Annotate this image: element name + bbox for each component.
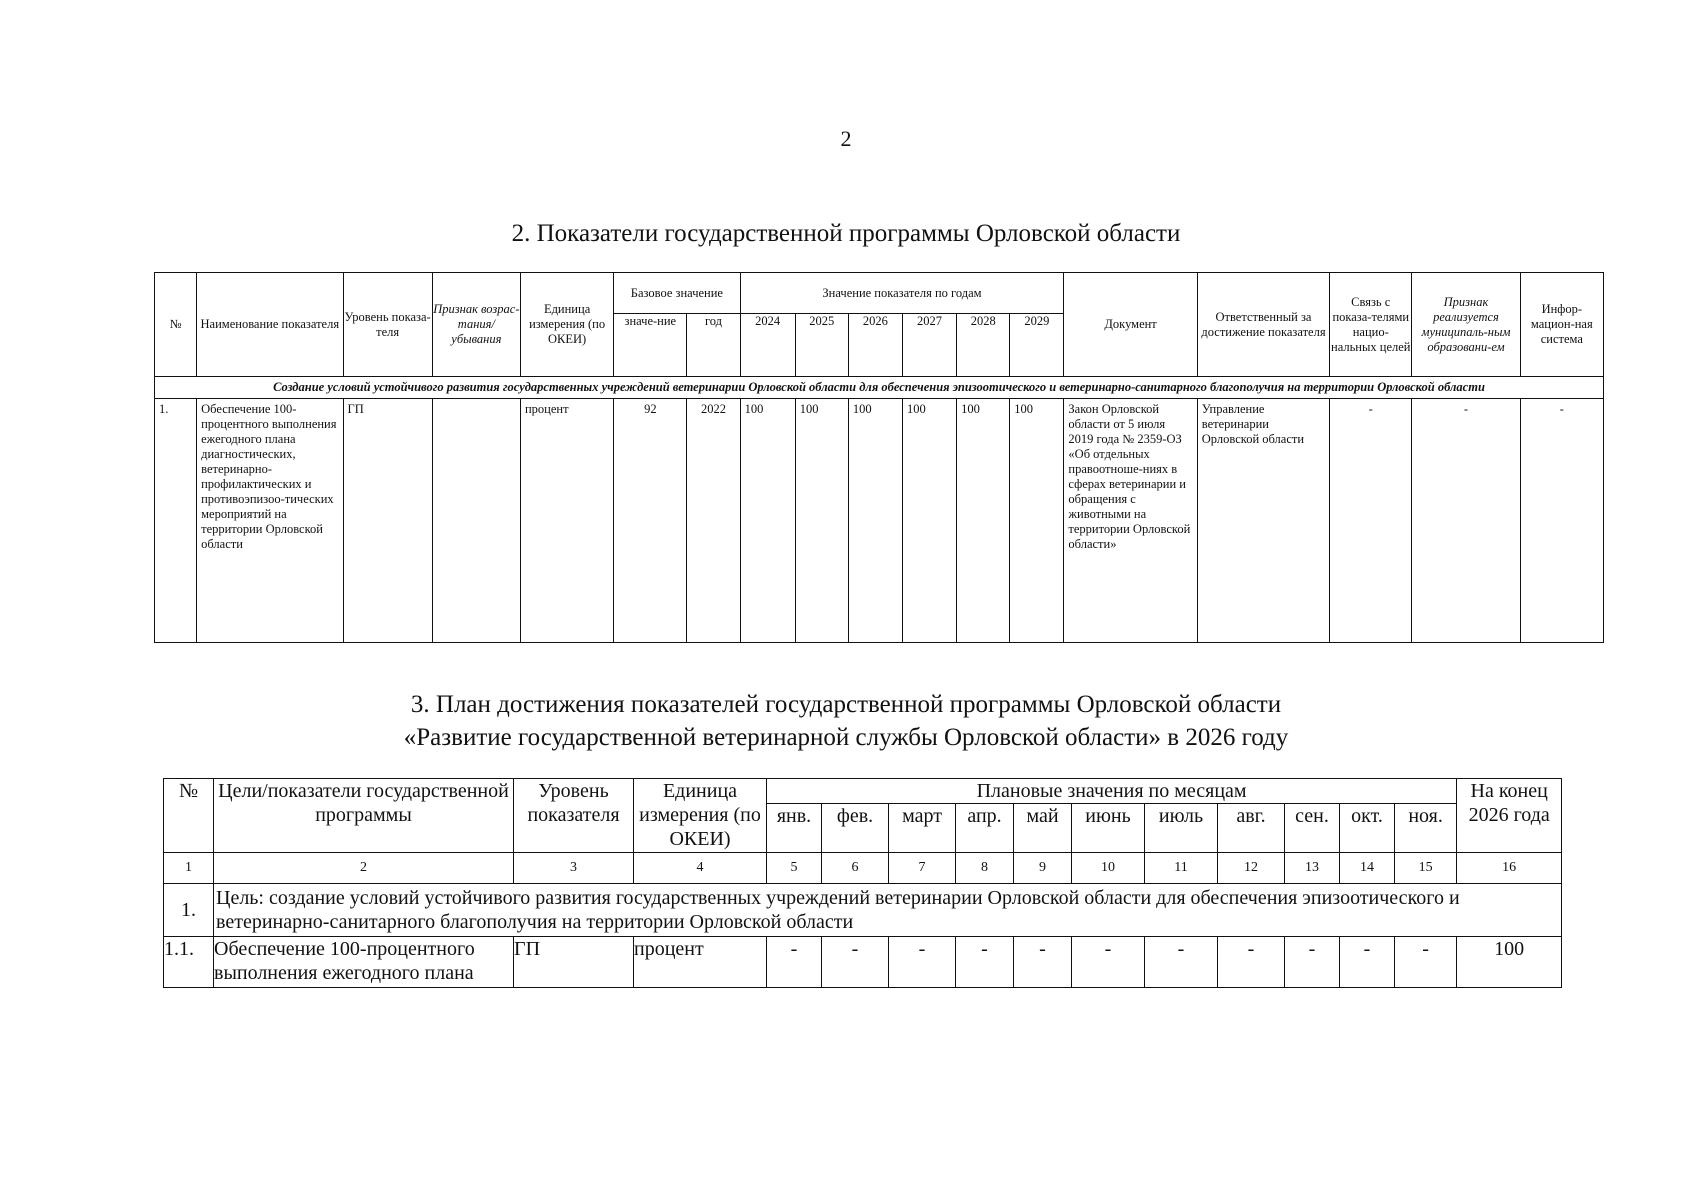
item-year-end: 100	[1457, 937, 1562, 988]
section3-title	[0, 688, 1692, 754]
col-municipal-header: Признак реализуется муниципаль-ным образовани-ем	[1412, 273, 1520, 377]
column-number: 3	[514, 853, 634, 884]
section-row	[155, 377, 1604, 399]
month-header: авг.	[1218, 804, 1285, 853]
row-year-value: 100	[848, 399, 902, 643]
row-document: Закон Орловской области от 5 июля 2019 года № 2359-ОЗ «Об отдельных правоотноше-ниях в сферах ветеринарии и обращения с животными на территории Орловской области»	[1064, 399, 1197, 643]
row-municipal: -	[1412, 399, 1520, 643]
col-unit-header: Единица измерения (по ОКЕИ)	[634, 779, 767, 853]
col-base-header: Базовое значение	[614, 273, 740, 314]
row-year-value: 100	[957, 399, 1010, 643]
item-month-value: -	[1285, 937, 1340, 988]
item-month-value: -	[767, 937, 822, 988]
section-row-text: Создание условий устойчивого развития государственных учреждений ветеринарии Орловской области для обеспечения эпизоотического и ветеринарно-санитарного благополучия на территории Орловской области	[155, 377, 1604, 399]
item-no: 1.1.	[164, 937, 214, 988]
month-header: ноя.	[1395, 804, 1457, 853]
row-info-system: -	[1520, 399, 1603, 643]
col-level-header: Уровень показа-теля	[343, 273, 432, 377]
col-year-end-header: На конец 2026 года	[1457, 779, 1562, 853]
header-row	[164, 779, 1562, 804]
goal-row	[164, 884, 1562, 937]
row-base-value: 92	[614, 399, 687, 643]
column-number: 1	[164, 853, 214, 884]
row-national-goals: -	[1330, 399, 1412, 643]
year-header: 2026	[848, 314, 902, 377]
col-document-header: Документ	[1064, 273, 1197, 377]
row-year-value: 100	[795, 399, 848, 643]
col-base-year-header: год	[687, 314, 740, 377]
page-number: 2	[840, 126, 852, 151]
col-responsible-header: Ответственный за достижение показателя	[1197, 273, 1329, 377]
table-row	[164, 937, 1562, 988]
col-goals-header: Цели/показатели государственной программы	[214, 779, 514, 853]
month-header: янв.	[767, 804, 822, 853]
item-name: Обеспечение 100-процентного выполнения ежегодного плана	[214, 937, 514, 988]
col-name-header: Наименование показателя	[197, 273, 343, 377]
column-number: 9	[1014, 853, 1072, 884]
year-header: 2029	[1010, 314, 1064, 377]
col-info-system-header: Инфор-мацион-ная система	[1520, 273, 1603, 377]
col-years-header: Значение показателя по годам	[740, 273, 1064, 314]
section3-title-line1: 3. План достижения показателей государственной программы Орловской области	[410, 691, 1282, 718]
col-no-header: №	[164, 779, 214, 853]
column-number: 12	[1218, 853, 1285, 884]
column-number: 8	[956, 853, 1014, 884]
month-header: сен.	[1285, 804, 1340, 853]
month-header: март	[889, 804, 956, 853]
indicators-table	[154, 272, 1604, 643]
column-number: 11	[1145, 853, 1218, 884]
row-level: ГП	[343, 399, 432, 643]
column-numbers-row	[164, 853, 1562, 884]
row-responsible: Управление ветеринарии Орловской области	[1197, 399, 1329, 643]
column-number: 13	[1285, 853, 1340, 884]
row-unit: процент	[520, 399, 613, 643]
row-name: Обеспечение 100-процентного выполнения ежегодного плана диагностических, ветеринарно-профилактических и противоэпизоо-тических мероприятий на территории Орловской области	[197, 399, 343, 643]
column-number: 10	[1072, 853, 1145, 884]
header-row	[155, 273, 1604, 314]
column-number: 16	[1457, 853, 1562, 884]
row-year-value: 100	[1010, 399, 1064, 643]
column-number: 7	[889, 853, 956, 884]
month-header: апр.	[956, 804, 1014, 853]
col-monthly-header: Плановые значения по месяцам	[767, 779, 1457, 804]
goal-no: 1.	[164, 884, 214, 937]
column-number: 15	[1395, 853, 1457, 884]
month-header: июль	[1145, 804, 1218, 853]
column-number: 14	[1340, 853, 1395, 884]
col-no-header: №	[155, 273, 197, 377]
month-header: окт.	[1340, 804, 1395, 853]
year-header: 2024	[740, 314, 795, 377]
item-month-value: -	[822, 937, 889, 988]
item-month-value: -	[1395, 937, 1457, 988]
item-month-value: -	[889, 937, 956, 988]
item-month-value: -	[1218, 937, 1285, 988]
row-no: 1.	[155, 399, 197, 643]
column-number: 4	[634, 853, 767, 884]
col-national-goals-header: Связь с показа-телями нацио-нальных целей	[1330, 273, 1412, 377]
item-level: ГП	[514, 937, 634, 988]
col-base-value-header: значе-ние	[614, 314, 687, 377]
item-month-value: -	[956, 937, 1014, 988]
section2-title: 2. Показатели государственной программы Орловской области	[511, 220, 1181, 247]
plan-table	[163, 778, 1562, 988]
col-level-header: Уровень показателя	[514, 779, 634, 853]
row-year-value: 100	[902, 399, 956, 643]
row-base-year: 2022	[687, 399, 740, 643]
month-header: май	[1014, 804, 1072, 853]
item-month-value: -	[1014, 937, 1072, 988]
item-month-value: -	[1145, 937, 1218, 988]
row-trend	[432, 399, 520, 643]
year-header: 2025	[795, 314, 848, 377]
column-number: 6	[822, 853, 889, 884]
item-month-value: -	[1340, 937, 1395, 988]
year-header: 2027	[902, 314, 956, 377]
month-header: фев.	[822, 804, 889, 853]
month-header: июнь	[1072, 804, 1145, 853]
row-year-value: 100	[740, 399, 795, 643]
item-unit: процент	[634, 937, 767, 988]
section3-title-line2: «Развитие государственной ветеринарной службы Орловской области» в 2026 году	[403, 724, 1289, 751]
column-number: 5	[767, 853, 822, 884]
item-month-value: -	[1072, 937, 1145, 988]
year-header: 2028	[957, 314, 1010, 377]
col-trend-header: Признак возрас-тания/ убывания	[432, 273, 520, 377]
goal-text: Цель: создание условий устойчивого развития государственных учреждений ветеринарии Орловской области для обеспечения эпизоотического и ветеринарно-санитарного благополучия на территории Орловской области	[214, 884, 1562, 937]
col-unit-header: Единица измерения (по ОКЕИ)	[520, 273, 613, 377]
table-row	[155, 399, 1604, 643]
column-number: 2	[214, 853, 514, 884]
